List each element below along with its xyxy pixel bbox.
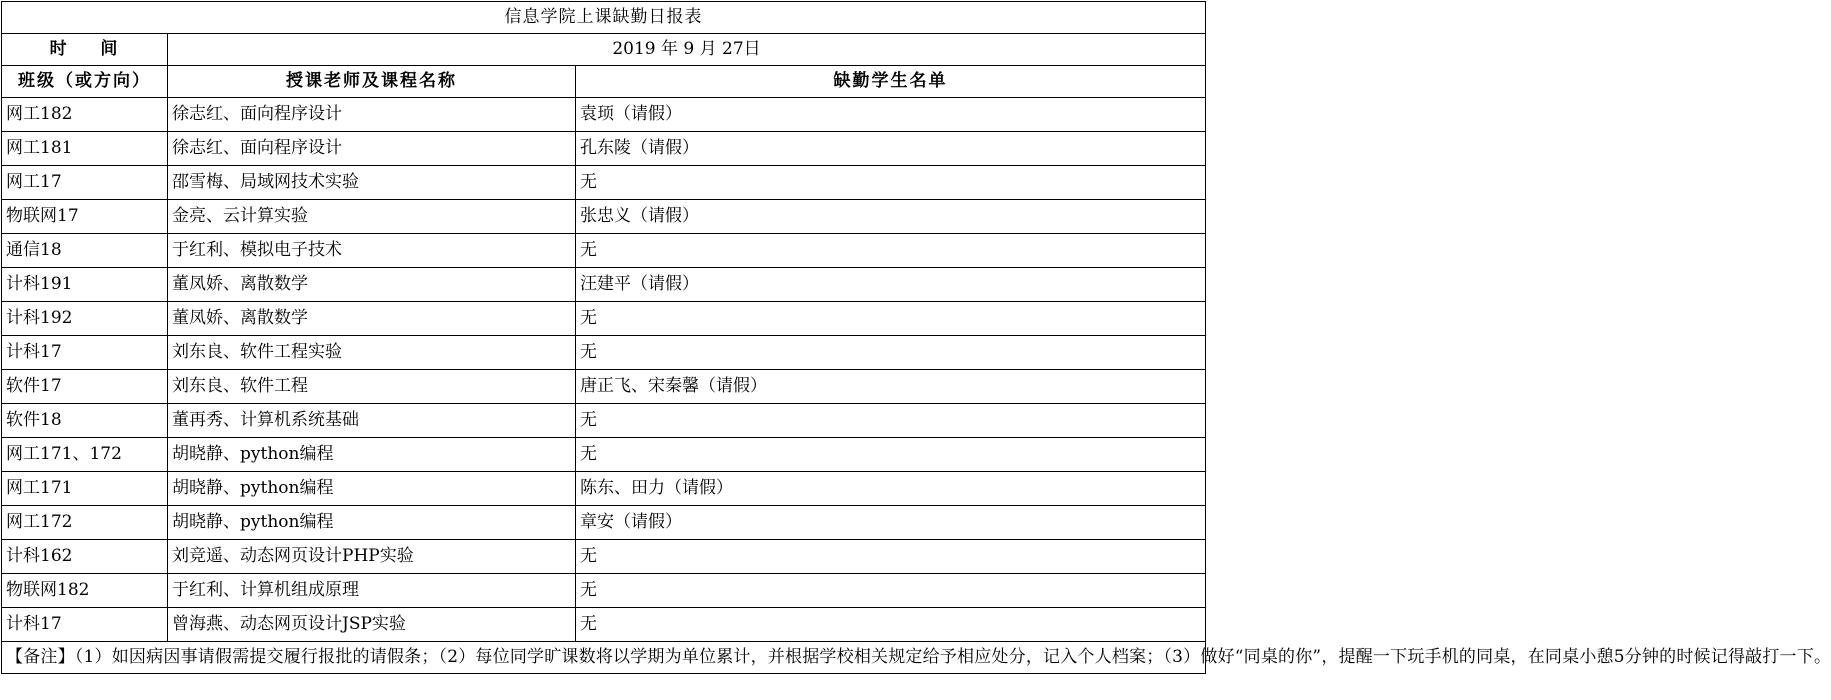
class-cell: 物联网182 (2, 574, 168, 608)
teacher-course-cell: 董凤娇、离散数学 (168, 302, 576, 336)
column-header-absent: 缺勤学生名单 (576, 66, 1206, 98)
class-cell: 网工171 (2, 472, 168, 506)
absent-students-cell: 孔东陵（请假） (576, 132, 1206, 166)
absent-students-cell: 唐正飞、宋秦馨（请假） (576, 370, 1206, 404)
table-row (2, 302, 1206, 336)
class-cell: 网工17 (2, 166, 168, 200)
teacher-course-cell: 徐志红、面向程序设计 (168, 132, 576, 166)
report-title: 信息学院上课缺勤日报表 (2, 2, 1206, 34)
table-row (2, 268, 1206, 302)
absent-students-cell: 陈东、田力（请假） (576, 472, 1206, 506)
absent-students-cell: 无 (576, 166, 1206, 200)
absent-students-cell: 无 (576, 608, 1206, 642)
table-row (2, 472, 1206, 506)
class-cell: 计科17 (2, 608, 168, 642)
table-row (2, 200, 1206, 234)
table-row (2, 98, 1206, 132)
class-cell: 网工171、172 (2, 438, 168, 472)
class-cell: 计科192 (2, 302, 168, 336)
note-text: 【备注】（1）如因病因事请假需提交履行报批的请假条；（2）每位同学旷课数将以学期为单位累计，并根据学校相关规定给予相应处分，记入个人档案；（3）做好“同桌的你”，提醒一下玩手机的同桌，在同桌小憩5分钟的时候记得敲打一下。 (2, 642, 1206, 674)
teacher-course-cell: 董凤娇、离散数学 (168, 268, 576, 302)
table-row (2, 438, 1206, 472)
table-row (2, 336, 1206, 370)
teacher-course-cell: 胡晓静、python编程 (168, 506, 576, 540)
teacher-course-cell: 曾海燕、动态网页设计JSP实验 (168, 608, 576, 642)
table-row (2, 132, 1206, 166)
class-cell: 网工182 (2, 98, 168, 132)
title-row (2, 2, 1206, 34)
teacher-course-cell: 胡晓静、python编程 (168, 472, 576, 506)
absent-students-cell: 章安（请假） (576, 506, 1206, 540)
table-row (2, 506, 1206, 540)
class-cell: 物联网17 (2, 200, 168, 234)
teacher-course-cell: 徐志红、面向程序设计 (168, 98, 576, 132)
class-cell: 计科162 (2, 540, 168, 574)
attendance-table (1, 1, 1831, 674)
teacher-course-cell: 于红利、计算机组成原理 (168, 574, 576, 608)
teacher-course-cell: 刘竞遥、动态网页设计PHP实验 (168, 540, 576, 574)
absent-students-cell: 无 (576, 574, 1206, 608)
table-row (2, 608, 1206, 642)
class-cell: 网工172 (2, 506, 168, 540)
table-row (2, 234, 1206, 268)
absent-students-cell: 无 (576, 438, 1206, 472)
absent-students-cell: 无 (576, 302, 1206, 336)
class-cell: 计科191 (2, 268, 168, 302)
absent-students-cell: 张忠义（请假） (576, 200, 1206, 234)
class-cell: 通信18 (2, 234, 168, 268)
teacher-course-cell: 刘东良、软件工程实验 (168, 336, 576, 370)
absent-students-cell: 无 (576, 234, 1206, 268)
absent-students-cell: 袁顼（请假） (576, 98, 1206, 132)
table-row (2, 574, 1206, 608)
teacher-course-cell: 邵雪梅、局域网技术实验 (168, 166, 576, 200)
teacher-course-cell: 刘东良、软件工程 (168, 370, 576, 404)
column-header-class: 班级（或方向） (2, 66, 168, 98)
column-header-teacher-course: 授课老师及课程名称 (168, 66, 576, 98)
header-row (2, 66, 1206, 98)
table-row (2, 370, 1206, 404)
class-cell: 计科17 (2, 336, 168, 370)
class-cell: 软件17 (2, 370, 168, 404)
note-row (2, 642, 1206, 674)
report-date: 2019 年 9 月 27日 (168, 34, 1206, 66)
absent-students-cell: 无 (576, 540, 1206, 574)
teacher-course-cell: 胡晓静、python编程 (168, 438, 576, 472)
table-row (2, 404, 1206, 438)
absent-students-cell: 无 (576, 404, 1206, 438)
teacher-course-cell: 董再秀、计算机系统基础 (168, 404, 576, 438)
class-cell: 软件18 (2, 404, 168, 438)
absent-students-cell: 无 (576, 336, 1206, 370)
absent-students-cell: 汪建平（请假） (576, 268, 1206, 302)
time-label: 时 间 (2, 34, 168, 66)
time-row (2, 34, 1206, 66)
attendance-report-sheet (0, 1, 1831, 700)
class-cell: 网工181 (2, 132, 168, 166)
teacher-course-cell: 于红利、模拟电子技术 (168, 234, 576, 268)
table-row (2, 540, 1206, 574)
teacher-course-cell: 金亮、云计算实验 (168, 200, 576, 234)
table-row (2, 166, 1206, 200)
